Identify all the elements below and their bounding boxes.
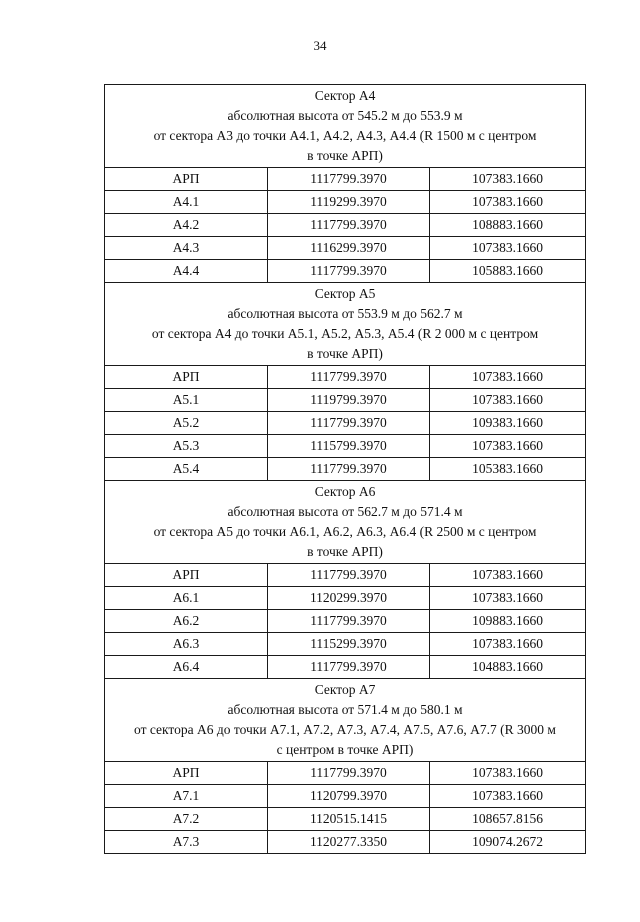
x-coordinate-cell: 1120299.3970 (268, 587, 430, 610)
x-coordinate-cell: 1120799.3970 (268, 785, 430, 808)
x-coordinate-cell: 1116299.3970 (268, 237, 430, 260)
table-row (105, 412, 586, 435)
y-coordinate-cell: 107383.1660 (430, 168, 586, 191)
sector-header (105, 679, 586, 762)
point-name-cell: А6.2 (105, 610, 268, 633)
y-coordinate-cell: 109883.1660 (430, 610, 586, 633)
x-coordinate-cell: 1117799.3970 (268, 260, 430, 283)
point-name-cell: А6.4 (105, 656, 268, 679)
sector-title: Сектор А7 (314, 682, 376, 697)
x-coordinate-cell: 1115799.3970 (268, 435, 430, 458)
y-coordinate-cell: 108657.8156 (430, 808, 586, 831)
table-row (105, 260, 586, 283)
y-coordinate-cell: 108883.1660 (430, 214, 586, 237)
point-name-cell: А4.3 (105, 237, 268, 260)
sector-description-continued: в точке АРП) (307, 544, 383, 559)
sector-description: от сектора А3 до точки А4.1, А4.2, А4.3, А4.4 (R 1500 м с центром (153, 128, 537, 143)
point-name-cell: АРП (105, 762, 268, 785)
sector-description: от сектора А6 до точки А7.1, А7.2, А7.3, А7.4, А7.5, А7.6, А7.7 (R 3000 м (134, 722, 556, 737)
table-row (105, 785, 586, 808)
sector-header-row (105, 481, 586, 564)
y-coordinate-cell: 107383.1660 (430, 237, 586, 260)
sector-description-continued: в точке АРП) (307, 346, 383, 361)
table-row (105, 389, 586, 412)
x-coordinate-cell: 1117799.3970 (268, 762, 430, 785)
table-row (105, 237, 586, 260)
x-coordinate-cell: 1119799.3970 (268, 389, 430, 412)
x-coordinate-cell: 1120277.3350 (268, 831, 430, 854)
y-coordinate-cell: 107383.1660 (430, 389, 586, 412)
table-row (105, 831, 586, 854)
sector-table-body (105, 85, 586, 854)
x-coordinate-cell: 1117799.3970 (268, 656, 430, 679)
point-name-cell: А5.3 (105, 435, 268, 458)
x-coordinate-cell: 1117799.3970 (268, 214, 430, 237)
table-row (105, 656, 586, 679)
table-row (105, 214, 586, 237)
y-coordinate-cell: 107383.1660 (430, 564, 586, 587)
y-coordinate-cell: 107383.1660 (430, 785, 586, 808)
y-coordinate-cell: 107383.1660 (430, 366, 586, 389)
table-row (105, 808, 586, 831)
sector-altitude: абсолютная высота от 553.9 м до 562.7 м (227, 306, 463, 321)
sector-header (105, 283, 586, 366)
point-name-cell: А5.4 (105, 458, 268, 481)
sector-title: Сектор А6 (314, 484, 376, 499)
sector-title: Сектор А5 (314, 286, 376, 301)
x-coordinate-cell: 1117799.3970 (268, 366, 430, 389)
y-coordinate-cell: 104883.1660 (430, 656, 586, 679)
sector-altitude: абсолютная высота от 545.2 м до 553.9 м (227, 108, 463, 123)
sector-header-row (105, 679, 586, 762)
table-row (105, 564, 586, 587)
y-coordinate-cell: 107383.1660 (430, 191, 586, 214)
x-coordinate-cell: 1119299.3970 (268, 191, 430, 214)
y-coordinate-cell: 107383.1660 (430, 587, 586, 610)
y-coordinate-cell: 105883.1660 (430, 260, 586, 283)
y-coordinate-cell: 107383.1660 (430, 633, 586, 656)
sector-header (105, 481, 586, 564)
table-row (105, 435, 586, 458)
sector-description: от сектора А4 до точки А5.1, А5.2, А5.3, А5.4 (R 2 000 м с центром (151, 326, 539, 341)
x-coordinate-cell: 1120515.1415 (268, 808, 430, 831)
sector-header (105, 85, 586, 168)
sector-description-continued: с центром в точке АРП) (276, 742, 414, 757)
x-coordinate-cell: 1117799.3970 (268, 412, 430, 435)
table-row (105, 633, 586, 656)
sector-header-row (105, 283, 586, 366)
y-coordinate-cell: 109074.2672 (430, 831, 586, 854)
point-name-cell: А4.4 (105, 260, 268, 283)
y-coordinate-cell: 105383.1660 (430, 458, 586, 481)
x-coordinate-cell: 1117799.3970 (268, 168, 430, 191)
table-row (105, 587, 586, 610)
point-name-cell: А7.3 (105, 831, 268, 854)
table-row (105, 762, 586, 785)
y-coordinate-cell: 107383.1660 (430, 435, 586, 458)
y-coordinate-cell: 107383.1660 (430, 762, 586, 785)
sector-altitude: абсолютная высота от 571.4 м до 580.1 м (227, 702, 463, 717)
point-name-cell: А5.2 (105, 412, 268, 435)
point-name-cell: А4.2 (105, 214, 268, 237)
sector-altitude: абсолютная высота от 562.7 м до 571.4 м (227, 504, 463, 519)
sector-coordinates-table (104, 84, 586, 854)
table-row (105, 191, 586, 214)
point-name-cell: А6.1 (105, 587, 268, 610)
point-name-cell: А5.1 (105, 389, 268, 412)
point-name-cell: АРП (105, 168, 268, 191)
sector-description-continued: в точке АРП) (307, 148, 383, 163)
point-name-cell: АРП (105, 366, 268, 389)
point-name-cell: АРП (105, 564, 268, 587)
table-row (105, 458, 586, 481)
x-coordinate-cell: 1115299.3970 (268, 633, 430, 656)
table-row (105, 168, 586, 191)
point-name-cell: А7.1 (105, 785, 268, 808)
x-coordinate-cell: 1117799.3970 (268, 610, 430, 633)
sector-title: Сектор А4 (314, 88, 376, 103)
point-name-cell: А7.2 (105, 808, 268, 831)
point-name-cell: А4.1 (105, 191, 268, 214)
y-coordinate-cell: 109383.1660 (430, 412, 586, 435)
x-coordinate-cell: 1117799.3970 (268, 564, 430, 587)
sector-header-row (105, 85, 586, 168)
point-name-cell: А6.3 (105, 633, 268, 656)
table-row (105, 610, 586, 633)
table-row (105, 366, 586, 389)
x-coordinate-cell: 1117799.3970 (268, 458, 430, 481)
sector-description: от сектора А5 до точки А6.1, А6.2, А6.3, А6.4 (R 2500 м с центром (153, 524, 537, 539)
page-number: 34 (313, 38, 327, 53)
